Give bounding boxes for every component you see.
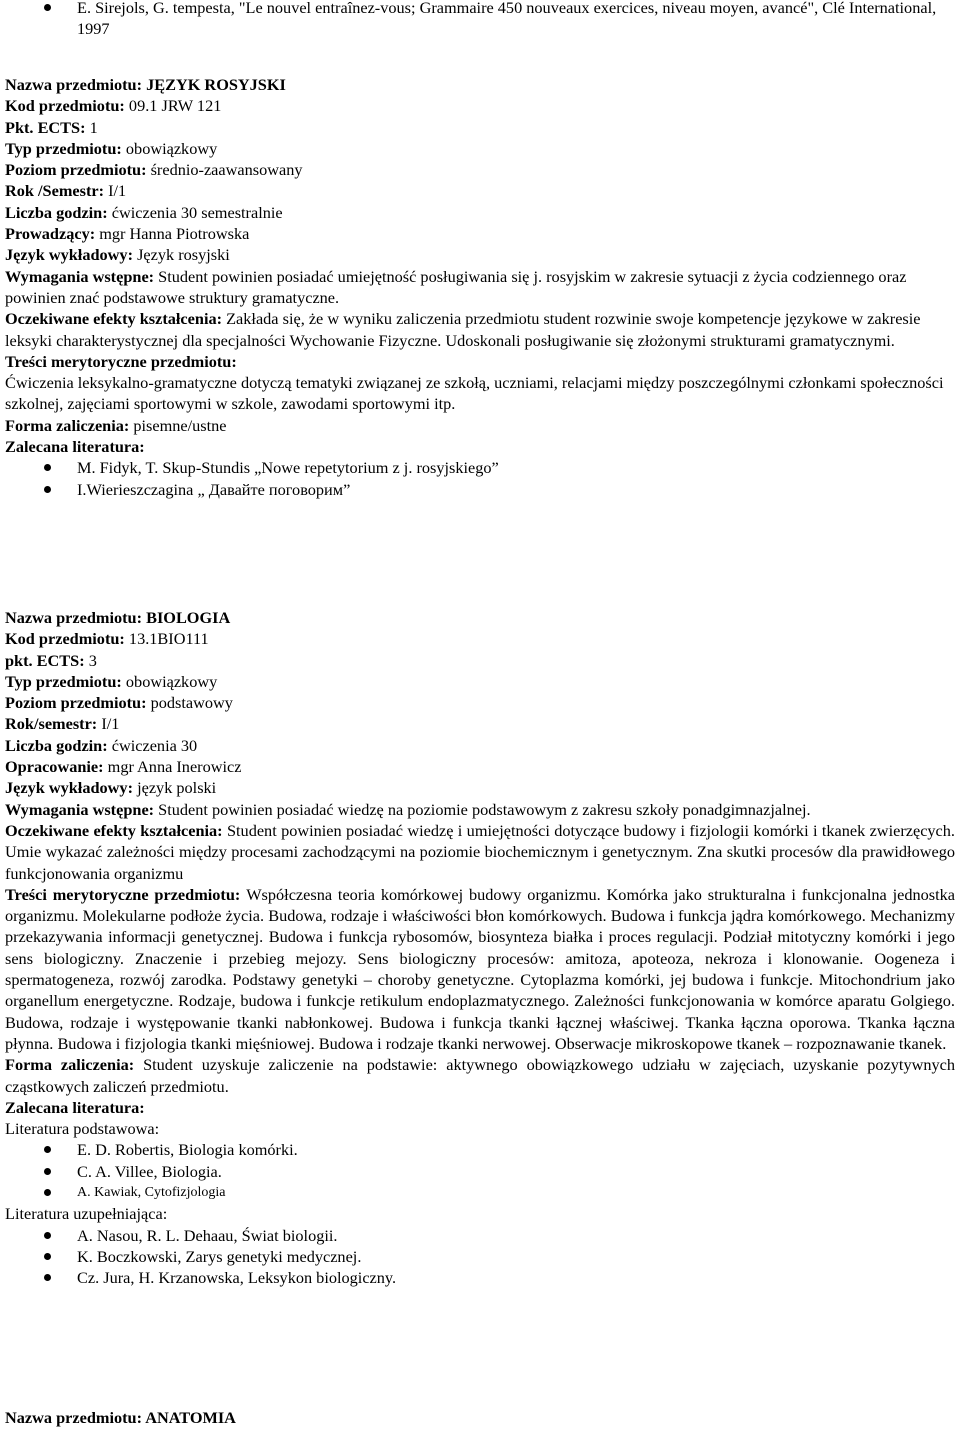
course-teacher: Prowadzący: mgr Hanna Piotrowska xyxy=(5,224,250,244)
course-level: Poziom przedmiotu: średnio-zaawansowany xyxy=(5,160,303,180)
course-ects: Pkt. ECTS: 1 xyxy=(5,117,98,137)
course-russian xyxy=(5,74,955,500)
course-anatomy xyxy=(5,1407,955,1428)
literature-item: M. Fidyk, T. Skup-Stundis „Nowe repetytorium z j. rosyjskiego” xyxy=(5,457,955,478)
course-ects: pkt. ECTS: 3 xyxy=(5,650,97,670)
literature-item: C. A. Villee, Biologia. xyxy=(5,1161,955,1182)
literature-item: A. Kawiak, Cytofizjologia xyxy=(5,1182,955,1203)
literature-label: Zalecana literatura: xyxy=(5,1097,145,1117)
literature-item: I.Wierieszczagina „ Давайте поговорим” xyxy=(5,479,955,500)
course-year: Rok /Semestr: I/1 xyxy=(5,181,127,201)
literature-item: E. D. Robertis, Biologia komórki. xyxy=(5,1139,955,1160)
course-code: Kod przedmiotu: 13.1BIO111 xyxy=(5,629,209,649)
course-content: Treści merytoryczne przedmiotu: Współczesna teoria komórkowej budowy organizmu. Komórka jako strukturalna i funkcjonalna jednostka organizmu. Molekularne podłoże życia. Budowa, rodzaje i właściwości błon komórkowych. Budowa i funkcja jądra komórkowego. Mechanizmy przekazywania informacji genetycznej. Budowa i funkcja rybosomów, biosynteza białka i proces regulacji. Podział mitotyczny komórki i jego sens biologiczny. Znaczenie i przebieg mejozy. Sens biologiczny procesów: amitoza, apoteoza, nekroza i klonowanie. Oogeneza i spermatogeneza, rozwój zarodka. Podstawy genetyki – choroby genetyczne. Cytoplazma komórki, jej budowa i funkcje. Mitochondrium jako organellum energetyczne. Rodzaje, budowa i funkcje retikulum endoplazmatycznego. Zależności funkcjonowania w komórce aparatu Golgiego. Budowa, rodzaje i występowanie tkanki nabłonkowej. Budowa i funkcja tkanki łącznej właściwej. Tkanka łączna oporowa. Tkanka łączna płynna. Budowa i fizjologia tkanki mięśniowej. Budowa i rodzaje tkanki nerwowej. Obserwacje mikroskopowe tkanek – rozpoznawanie tkanek. xyxy=(5,884,956,1053)
literature-item: A. Nasou, R. L. Dehaau, Świat biologii. xyxy=(5,1225,955,1246)
course-author: Opracowanie: mgr Anna Inerowicz xyxy=(5,757,242,777)
extra-literature-list xyxy=(5,1225,955,1289)
basic-literature-list xyxy=(5,1139,955,1203)
course-language: Język wykładowy: język polski xyxy=(5,778,217,798)
literature-list xyxy=(5,457,955,500)
course-name: Nazwa przedmiotu: JĘZYK ROSYJSKI xyxy=(5,75,286,94)
course-requirements: Wymagania wstępne: Student powinien posiadać wiedzę na poziomie podstawowym z zakresu szkoły ponadgimnazjalnej. xyxy=(5,799,811,819)
literature-item: Cz. Jura, H. Krzanowska, Leksykon biologiczny. xyxy=(5,1267,955,1288)
literature-label: Zalecana literatura: xyxy=(5,437,145,457)
course-hours: Liczba godzin: ćwiczenia 30 semestralnie xyxy=(5,202,283,222)
course-hours: Liczba godzin: ćwiczenia 30 xyxy=(5,735,198,755)
course-outcomes: Oczekiwane efekty kształcenia: Zakłada się, że w wyniku zaliczenia przedmiotu student rozwinie swoje kompetencje językowe w zakresie leksyki charakterystycznej dla specjalności Wychowanie Fizyczne. Udoskonali posługiwanie się złożonymi strukturami gramatycznymi. xyxy=(5,309,921,350)
course-content: Ćwiczenia leksykalno-gramatyczne dotyczą tematyki związanej ze szkołą, uczniami, relacjami między poszczególnymi członkami społeczności szkolnej, zajęciami sportowymi w szkole, zawodami sportowymi itp. xyxy=(5,373,944,414)
course-outcomes: Oczekiwane efekty kształcenia: Student powinien posiadać wiedzę i umiejętności dotyczące budowy i fizjologii komórki i tkanek zwierzęcych. Umie wykazać zależności między procesami zachodzącymi na poziomie biochemicznym i genetycznym. Zna skutki procesów dla prawidłowego funkcjonowania organizmu xyxy=(5,820,955,883)
course-biology xyxy=(5,607,955,1289)
reference-list xyxy=(5,0,954,40)
course-assessment: Forma zaliczenia: pisemne/ustne xyxy=(5,415,227,435)
course-year: Rok/semestr: I/1 xyxy=(5,714,120,734)
course-name: Nazwa przedmiotu: BIOLOGIA xyxy=(5,608,231,627)
course-assessment: Forma zaliczenia: Student uzyskuje zaliczenie na podstawie: aktywnego obowiązkowego udziału w zajęciach, uzyskanie pozytywnych cząstkowych zaliczeń przedmiotu. xyxy=(5,1055,955,1096)
reference-item: E. Sirejols, G. tempesta, "Le nouvel entraînez-vous; Grammaire 450 nouveaux exercices, niveau moyen, avancé", Clé International, 1997 xyxy=(5,0,954,40)
course-language: Język wykładowy: Język rosyjski xyxy=(5,245,230,265)
course-requirements: Wymagania wstępne: Student powinien posiadać umiejętność posługiwania się j. rosyjskim w zakresie sytuacji z życia codziennego oraz powinien znać podstawowe struktury gramatyczne. xyxy=(5,266,907,307)
course-level: Poziom przedmiotu: podstawowy xyxy=(5,693,233,713)
course-code: Kod przedmiotu: 09.1 JRW 121 xyxy=(5,96,222,116)
literature-item: K. Boczkowski, Zarys genetyki medycznej. xyxy=(5,1246,955,1267)
course-type: Typ przedmiotu: obowiązkowy xyxy=(5,138,218,158)
basic-literature-label: Literatura podstawowa: xyxy=(5,1119,160,1139)
course-content-label: Treści merytoryczne przedmiotu: xyxy=(5,351,237,371)
extra-literature-label: Literatura uzupełniająca: xyxy=(5,1204,168,1224)
course-type: Typ przedmiotu: obowiązkowy xyxy=(5,671,218,691)
course-name: Nazwa przedmiotu: ANATOMIA xyxy=(5,1408,236,1427)
